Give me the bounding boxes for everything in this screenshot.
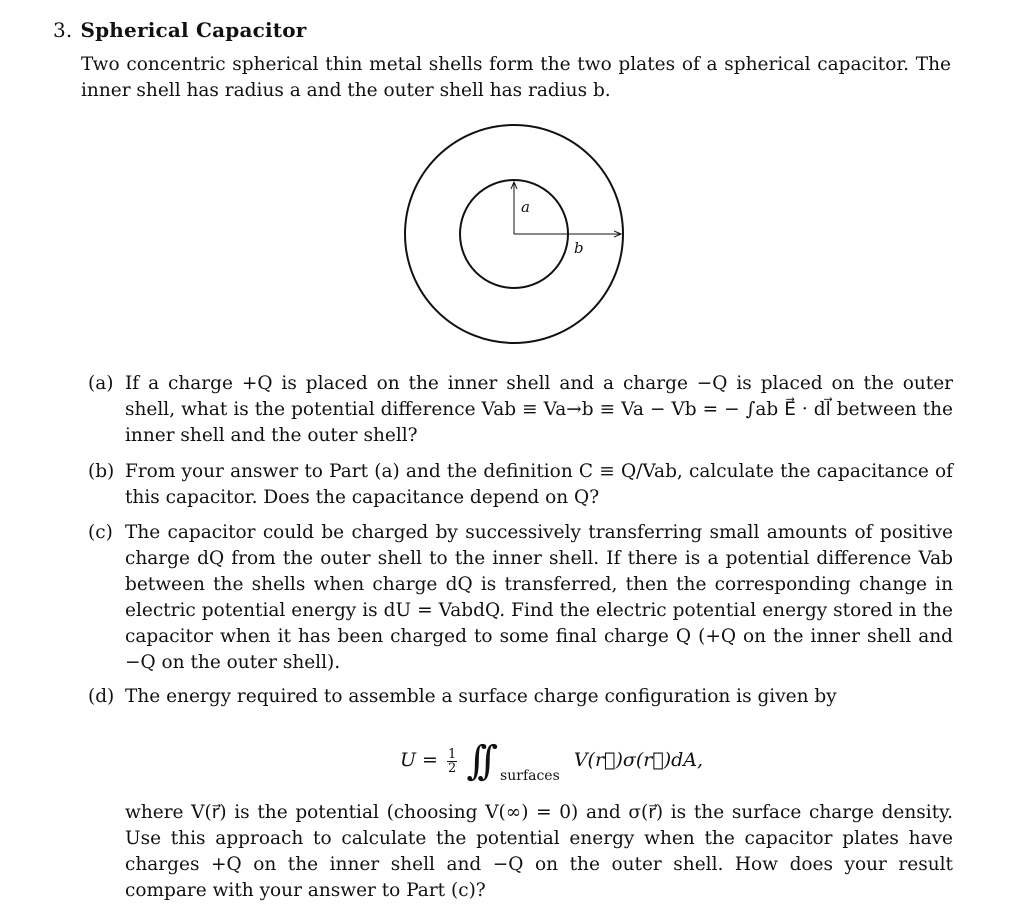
- part-text: If a charge +Q is placed on the inner shell and a charge −Q is placed on the outer shell, what is the potential difference Vab ≡ Va→b ≡ Va − Vb = − ∫ab E⃗ · dl⃗ between the inner shell and the outer shell?: [125, 373, 953, 446]
- problem-number: 3.: [53, 18, 73, 42]
- radius-b-label: b: [574, 239, 584, 257]
- part-text: From your answer to Part (a) and the definition C ≡ Q/Vab, calculate the capacitance of this capacitor. Does the capacitance depend on Q?: [125, 461, 953, 508]
- equation-integrand: V(r⃗)σ(r⃗)dA,: [573, 749, 704, 771]
- part-label: (a): [88, 373, 114, 394]
- equation-lhs: U =: [400, 749, 438, 771]
- fraction-denominator: 2: [448, 760, 457, 776]
- double-integral-sign: ∫∫: [466, 738, 489, 784]
- fraction-numerator: 1: [448, 746, 457, 762]
- problem-heading: [53, 18, 307, 42]
- part-text: The energy required to assemble a surface charge configuration is given by: [125, 686, 837, 707]
- part-text-after: where V(r⃗) is the potential (choosing V(∞) = 0) and σ(r⃗) is the surface charge density. Use this approach to calculate the potential energy when the capacitor plates have charges +Q on the inner shell and −Q on the outer shell. How does your result compare with your answer to Part (c)?: [125, 802, 953, 901]
- equation-fraction: [447, 748, 457, 775]
- problem-title: Spherical Capacitor: [80, 18, 307, 42]
- capacitor-diagram: [403, 122, 628, 347]
- part-label: (c): [88, 522, 113, 543]
- integral-subscript: surfaces: [500, 768, 560, 784]
- part-d-continued: [88, 800, 953, 904]
- part-d: [88, 684, 953, 710]
- part-label: (d): [88, 686, 115, 707]
- part-label: (b): [88, 461, 115, 482]
- problem-intro: Two concentric spherical thin metal shells form the two plates of a spherical capacitor. The inner shell has radius a and the outer shell has radius b.: [81, 54, 951, 101]
- part-b: [88, 459, 953, 511]
- energy-equation: [400, 738, 703, 784]
- part-text: The capacitor could be charged by successively transferring small amounts of positive charge dQ from the outer shell to the inner shell. If there is a potential difference Vab between the shells when charge dQ is transferred, then the corresponding change in electric potential energy is dU = VabdQ. Find the electric potential energy stored in the capacitor when it has been charged to some final charge Q (+Q on the inner shell and −Q on the outer shell).: [125, 522, 953, 673]
- radius-a-label: a: [521, 198, 530, 216]
- part-c: [88, 520, 953, 676]
- part-a: [88, 371, 953, 449]
